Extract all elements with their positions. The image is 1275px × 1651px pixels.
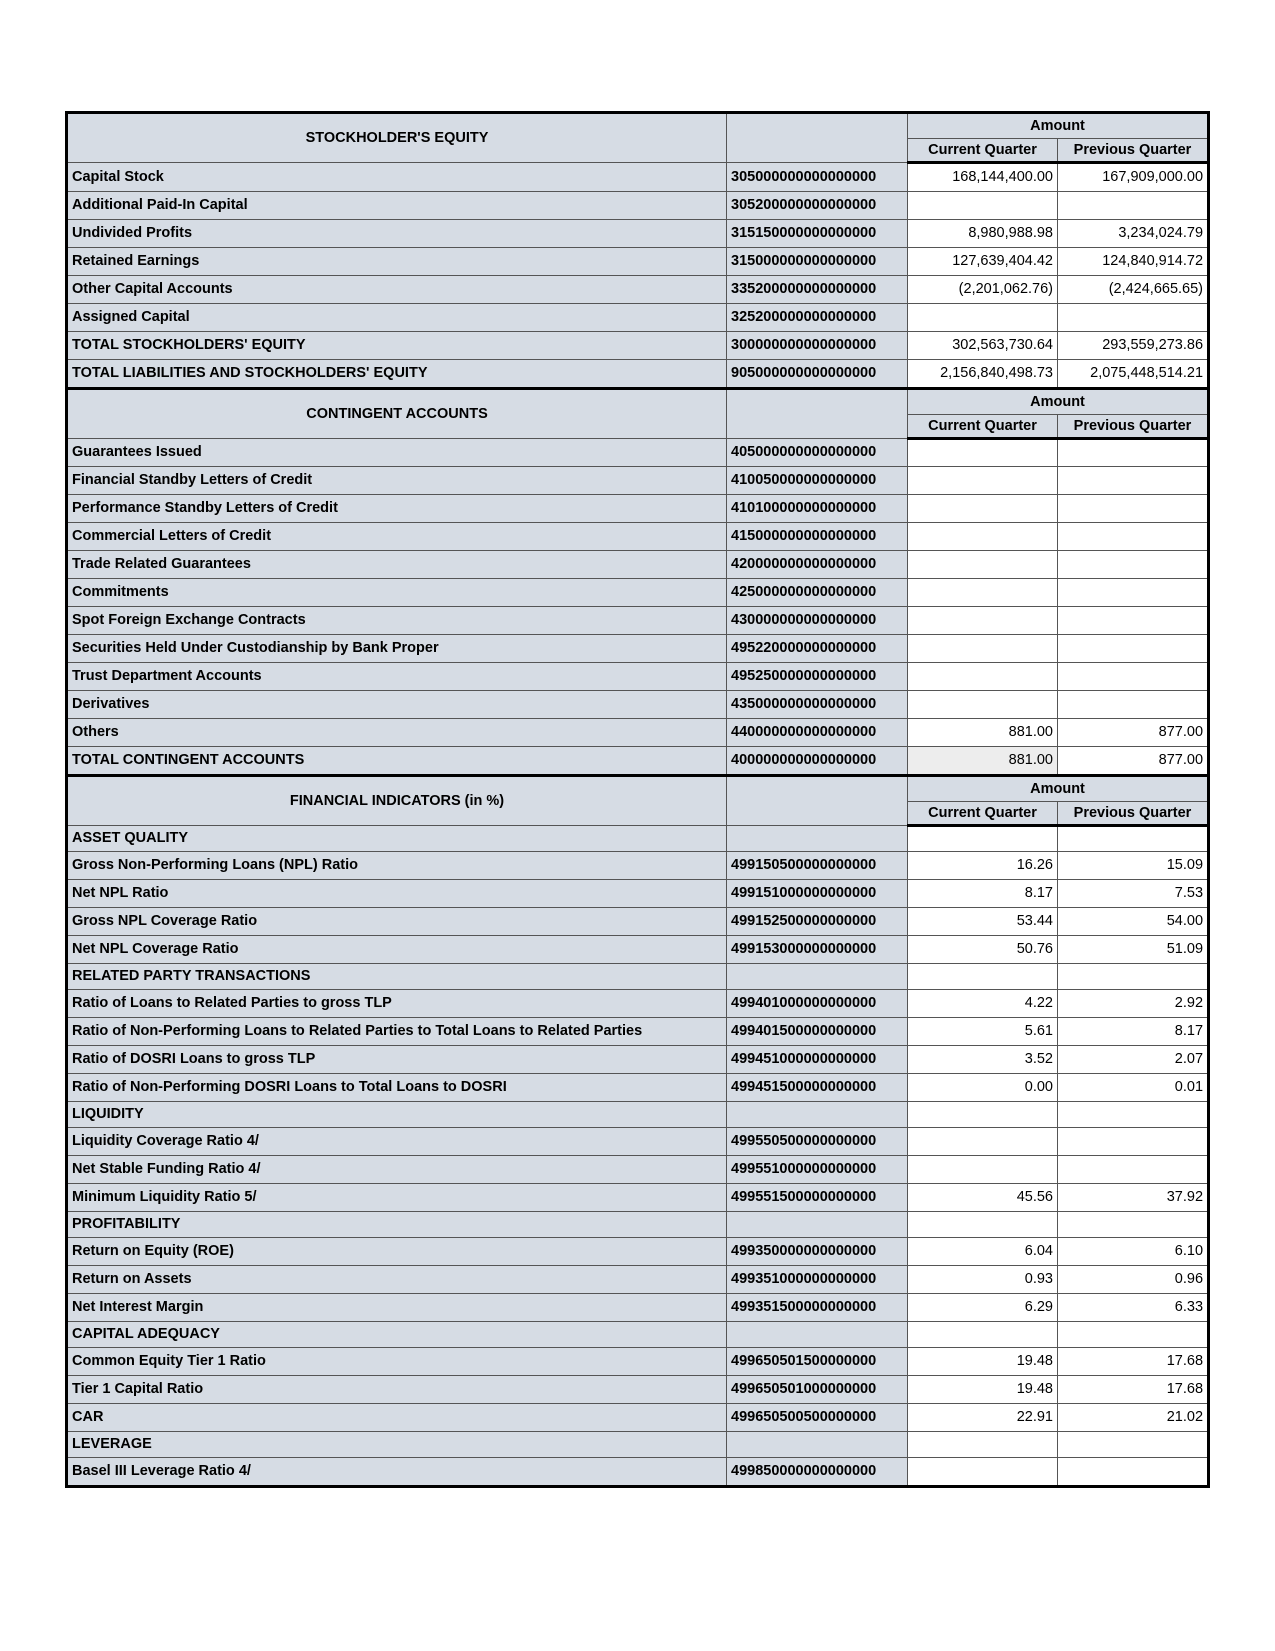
table-row (67, 747, 1209, 776)
row-label: TOTAL CONTINGENT ACCOUNTS (67, 747, 727, 776)
table-row (67, 1128, 1209, 1156)
previous-quarter-value (1058, 607, 1209, 635)
row-label: Guarantees Issued (67, 439, 727, 467)
current-quarter-value: 19.48 (908, 1348, 1058, 1376)
current-quarter-value: 45.56 (908, 1184, 1058, 1212)
row-label: Gross NPL Coverage Ratio (67, 908, 727, 936)
row-label: Return on Equity (ROE) (67, 1238, 727, 1266)
row-label: Ratio of Loans to Related Parties to gross TLP (67, 990, 727, 1018)
row-code: 440000000000000000 (727, 719, 908, 747)
current-quarter-header: Current Quarter (908, 139, 1058, 163)
code-header-cell (727, 113, 908, 163)
table-row (67, 439, 1209, 467)
indicator-group-row (67, 1212, 1209, 1238)
indicator-group-row (67, 1322, 1209, 1348)
previous-quarter-value: 124,840,914.72 (1058, 248, 1209, 276)
table-row (67, 248, 1209, 276)
current-quarter-value (908, 1458, 1058, 1487)
current-quarter-value (908, 551, 1058, 579)
current-quarter-value (908, 304, 1058, 332)
row-code: 315000000000000000 (727, 248, 908, 276)
row-label: Financial Standby Letters of Credit (67, 467, 727, 495)
table-row (67, 220, 1209, 248)
current-quarter-value (908, 439, 1058, 467)
group-current-empty (908, 1102, 1058, 1128)
row-code: 499351000000000000 (727, 1266, 908, 1294)
table-row (67, 332, 1209, 360)
previous-quarter-value (1058, 635, 1209, 663)
row-code: 410100000000000000 (727, 495, 908, 523)
row-label: Return on Assets (67, 1266, 727, 1294)
previous-quarter-value (1058, 495, 1209, 523)
previous-quarter-value: 15.09 (1058, 852, 1209, 880)
current-quarter-value: 8,980,988.98 (908, 220, 1058, 248)
previous-quarter-value (1058, 551, 1209, 579)
previous-quarter-value (1058, 304, 1209, 332)
row-code: 499350000000000000 (727, 1238, 908, 1266)
row-code: 495250000000000000 (727, 663, 908, 691)
row-code: 420000000000000000 (727, 551, 908, 579)
row-label: Net Stable Funding Ratio 4/ (67, 1156, 727, 1184)
previous-quarter-value: 6.33 (1058, 1294, 1209, 1322)
group-code-empty (727, 964, 908, 990)
row-code: 300000000000000000 (727, 332, 908, 360)
current-quarter-value: 6.29 (908, 1294, 1058, 1322)
previous-quarter-value: 2.07 (1058, 1046, 1209, 1074)
group-previous-empty (1058, 1212, 1209, 1238)
row-code: 499650501000000000 (727, 1376, 908, 1404)
group-code-empty (727, 1212, 908, 1238)
indicator-group-row (67, 1432, 1209, 1458)
table-row (67, 936, 1209, 964)
previous-quarter-value: 877.00 (1058, 747, 1209, 776)
row-code: 905000000000000000 (727, 360, 908, 389)
group-previous-empty (1058, 826, 1209, 852)
row-code: 495220000000000000 (727, 635, 908, 663)
row-label: Additional Paid-In Capital (67, 192, 727, 220)
previous-quarter-value (1058, 1156, 1209, 1184)
row-code: 499850000000000000 (727, 1458, 908, 1487)
previous-quarter-value: 0.01 (1058, 1074, 1209, 1102)
current-quarter-value (908, 467, 1058, 495)
row-label: CAR (67, 1404, 727, 1432)
contingent-title: CONTINGENT ACCOUNTS (67, 389, 727, 439)
current-quarter-header: Current Quarter (908, 415, 1058, 439)
row-label: Trade Related Guarantees (67, 551, 727, 579)
row-code: 425000000000000000 (727, 579, 908, 607)
current-quarter-value: 3.52 (908, 1046, 1058, 1074)
row-label: Performance Standby Letters of Credit (67, 495, 727, 523)
current-quarter-value: 302,563,730.64 (908, 332, 1058, 360)
table-row (67, 852, 1209, 880)
row-code: 435000000000000000 (727, 691, 908, 719)
row-code: 499551500000000000 (727, 1184, 908, 1212)
previous-quarter-header: Previous Quarter (1058, 802, 1209, 826)
group-code-empty (727, 1432, 908, 1458)
row-label: TOTAL LIABILITIES AND STOCKHOLDERS' EQUITY (67, 360, 727, 389)
table-row (67, 635, 1209, 663)
current-quarter-value: 16.26 (908, 852, 1058, 880)
row-label: TOTAL STOCKHOLDERS' EQUITY (67, 332, 727, 360)
table-row (67, 990, 1209, 1018)
table-row (67, 1046, 1209, 1074)
current-quarter-value: 6.04 (908, 1238, 1058, 1266)
indicators-header-row (67, 776, 1209, 802)
row-label: Net NPL Coverage Ratio (67, 936, 727, 964)
current-quarter-value (908, 192, 1058, 220)
row-code: 499153000000000000 (727, 936, 908, 964)
row-label: Ratio of DOSRI Loans to gross TLP (67, 1046, 727, 1074)
row-label: Commercial Letters of Credit (67, 523, 727, 551)
row-label: Trust Department Accounts (67, 663, 727, 691)
current-quarter-value (908, 1128, 1058, 1156)
row-label: Common Equity Tier 1 Ratio (67, 1348, 727, 1376)
previous-quarter-value (1058, 691, 1209, 719)
equity-header-row (67, 113, 1209, 139)
current-quarter-value: 168,144,400.00 (908, 163, 1058, 192)
table-row (67, 276, 1209, 304)
row-label: Commitments (67, 579, 727, 607)
current-quarter-value: 5.61 (908, 1018, 1058, 1046)
row-code: 499551000000000000 (727, 1156, 908, 1184)
row-label: Minimum Liquidity Ratio 5/ (67, 1184, 727, 1212)
current-quarter-value: 881.00 (908, 719, 1058, 747)
current-quarter-value (908, 663, 1058, 691)
row-label: Basel III Leverage Ratio 4/ (67, 1458, 727, 1487)
previous-quarter-value (1058, 663, 1209, 691)
previous-quarter-value: 3,234,024.79 (1058, 220, 1209, 248)
group-previous-empty (1058, 1102, 1209, 1128)
current-quarter-value: 19.48 (908, 1376, 1058, 1404)
previous-quarter-value (1058, 1458, 1209, 1487)
current-quarter-value: 0.93 (908, 1266, 1058, 1294)
row-code: 305000000000000000 (727, 163, 908, 192)
group-label: ASSET QUALITY (67, 826, 727, 852)
row-code: 499451000000000000 (727, 1046, 908, 1074)
group-current-empty (908, 1432, 1058, 1458)
current-quarter-value: 8.17 (908, 880, 1058, 908)
previous-quarter-value: 2.92 (1058, 990, 1209, 1018)
row-code: 305200000000000000 (727, 192, 908, 220)
row-code: 315150000000000000 (727, 220, 908, 248)
table-row (67, 1266, 1209, 1294)
previous-quarter-header: Previous Quarter (1058, 415, 1209, 439)
previous-quarter-value: 0.96 (1058, 1266, 1209, 1294)
previous-quarter-value (1058, 439, 1209, 467)
group-label: PROFITABILITY (67, 1212, 727, 1238)
row-code: 499401500000000000 (727, 1018, 908, 1046)
table-row (67, 1458, 1209, 1487)
table-row (67, 719, 1209, 747)
row-code: 325200000000000000 (727, 304, 908, 332)
table-row (67, 304, 1209, 332)
table-row (67, 691, 1209, 719)
table-row (67, 1376, 1209, 1404)
row-code: 499401000000000000 (727, 990, 908, 1018)
indicators-title: FINANCIAL INDICATORS (in %) (67, 776, 727, 826)
table-row (67, 1074, 1209, 1102)
row-code: 400000000000000000 (727, 747, 908, 776)
table-row (67, 1018, 1209, 1046)
current-quarter-value: 22.91 (908, 1404, 1058, 1432)
indicator-group-row (67, 964, 1209, 990)
previous-quarter-value: 21.02 (1058, 1404, 1209, 1432)
table-row (67, 607, 1209, 635)
current-quarter-value (908, 523, 1058, 551)
table-row (67, 360, 1209, 389)
current-quarter-value (908, 1156, 1058, 1184)
current-quarter-value: 881.00 (908, 747, 1058, 776)
previous-quarter-value: 7.53 (1058, 880, 1209, 908)
row-code: 405000000000000000 (727, 439, 908, 467)
row-label: Ratio of Non-Performing DOSRI Loans to Total Loans to DOSRI (67, 1074, 727, 1102)
group-current-empty (908, 964, 1058, 990)
indicator-group-row (67, 826, 1209, 852)
row-label: Retained Earnings (67, 248, 727, 276)
previous-quarter-value: (2,424,665.65) (1058, 276, 1209, 304)
previous-quarter-value (1058, 579, 1209, 607)
group-label: RELATED PARTY TRANSACTIONS (67, 964, 727, 990)
current-quarter-value: 127,639,404.42 (908, 248, 1058, 276)
row-label: Others (67, 719, 727, 747)
table-row (67, 663, 1209, 691)
previous-quarter-value (1058, 523, 1209, 551)
previous-quarter-value (1058, 1128, 1209, 1156)
row-code: 430000000000000000 (727, 607, 908, 635)
group-code-empty (727, 826, 908, 852)
row-label: Undivided Profits (67, 220, 727, 248)
financial-report-table (65, 111, 1210, 1488)
row-label: Tier 1 Capital Ratio (67, 1376, 727, 1404)
row-label: Net NPL Ratio (67, 880, 727, 908)
table-row (67, 467, 1209, 495)
indicator-group-row (67, 1102, 1209, 1128)
group-code-empty (727, 1102, 908, 1128)
row-label: Net Interest Margin (67, 1294, 727, 1322)
current-quarter-value (908, 607, 1058, 635)
current-quarter-value (908, 691, 1058, 719)
row-code: 410050000000000000 (727, 467, 908, 495)
contingent-header-row (67, 389, 1209, 415)
group-current-empty (908, 1322, 1058, 1348)
equity-title: STOCKHOLDER'S EQUITY (67, 113, 727, 163)
table-row (67, 1238, 1209, 1266)
row-label: Derivatives (67, 691, 727, 719)
table-row (67, 579, 1209, 607)
row-code: 499451500000000000 (727, 1074, 908, 1102)
current-quarter-value: 2,156,840,498.73 (908, 360, 1058, 389)
row-label: Capital Stock (67, 163, 727, 192)
previous-quarter-value: 51.09 (1058, 936, 1209, 964)
row-code: 499351500000000000 (727, 1294, 908, 1322)
row-code: 415000000000000000 (727, 523, 908, 551)
row-label: Other Capital Accounts (67, 276, 727, 304)
current-quarter-value (908, 495, 1058, 523)
group-label: LIQUIDITY (67, 1102, 727, 1128)
previous-quarter-value: 6.10 (1058, 1238, 1209, 1266)
current-quarter-value (908, 579, 1058, 607)
previous-quarter-value: 17.68 (1058, 1348, 1209, 1376)
row-label: Spot Foreign Exchange Contracts (67, 607, 727, 635)
table-row (67, 495, 1209, 523)
code-header-cell (727, 776, 908, 826)
group-current-empty (908, 826, 1058, 852)
row-label: Ratio of Non-Performing Loans to Related Parties to Total Loans to Related Parties (67, 1018, 727, 1046)
previous-quarter-header: Previous Quarter (1058, 139, 1209, 163)
amount-header: Amount (908, 389, 1209, 415)
current-quarter-header: Current Quarter (908, 802, 1058, 826)
table-row (67, 1348, 1209, 1376)
code-header-cell (727, 389, 908, 439)
current-quarter-value: (2,201,062.76) (908, 276, 1058, 304)
row-code: 499650500500000000 (727, 1404, 908, 1432)
row-code: 335200000000000000 (727, 276, 908, 304)
current-quarter-value: 0.00 (908, 1074, 1058, 1102)
previous-quarter-value: 293,559,273.86 (1058, 332, 1209, 360)
group-code-empty (727, 1322, 908, 1348)
previous-quarter-value: 167,909,000.00 (1058, 163, 1209, 192)
row-code: 499150500000000000 (727, 852, 908, 880)
table-row (67, 1184, 1209, 1212)
row-code: 499550500000000000 (727, 1128, 908, 1156)
row-code: 499151000000000000 (727, 880, 908, 908)
table-row (67, 523, 1209, 551)
group-label: CAPITAL ADEQUACY (67, 1322, 727, 1348)
group-current-empty (908, 1212, 1058, 1238)
table-row (67, 163, 1209, 192)
row-label: Gross Non-Performing Loans (NPL) Ratio (67, 852, 727, 880)
previous-quarter-value: 37.92 (1058, 1184, 1209, 1212)
current-quarter-value (908, 635, 1058, 663)
row-label: Securities Held Under Custodianship by Bank Proper (67, 635, 727, 663)
previous-quarter-value: 877.00 (1058, 719, 1209, 747)
group-previous-empty (1058, 964, 1209, 990)
table-row (67, 192, 1209, 220)
previous-quarter-value: 54.00 (1058, 908, 1209, 936)
group-label: LEVERAGE (67, 1432, 727, 1458)
current-quarter-value: 53.44 (908, 908, 1058, 936)
table-row (67, 1294, 1209, 1322)
previous-quarter-value: 2,075,448,514.21 (1058, 360, 1209, 389)
current-quarter-value: 4.22 (908, 990, 1058, 1018)
row-label: Assigned Capital (67, 304, 727, 332)
previous-quarter-value (1058, 192, 1209, 220)
previous-quarter-value: 8.17 (1058, 1018, 1209, 1046)
amount-header: Amount (908, 776, 1209, 802)
amount-header: Amount (908, 113, 1209, 139)
previous-quarter-value (1058, 467, 1209, 495)
table-row (67, 1404, 1209, 1432)
table-row (67, 551, 1209, 579)
row-code: 499650501500000000 (727, 1348, 908, 1376)
previous-quarter-value: 17.68 (1058, 1376, 1209, 1404)
current-quarter-value: 50.76 (908, 936, 1058, 964)
group-previous-empty (1058, 1432, 1209, 1458)
table-row (67, 880, 1209, 908)
group-previous-empty (1058, 1322, 1209, 1348)
table-row (67, 908, 1209, 936)
table-row (67, 1156, 1209, 1184)
row-code: 499152500000000000 (727, 908, 908, 936)
row-label: Liquidity Coverage Ratio 4/ (67, 1128, 727, 1156)
